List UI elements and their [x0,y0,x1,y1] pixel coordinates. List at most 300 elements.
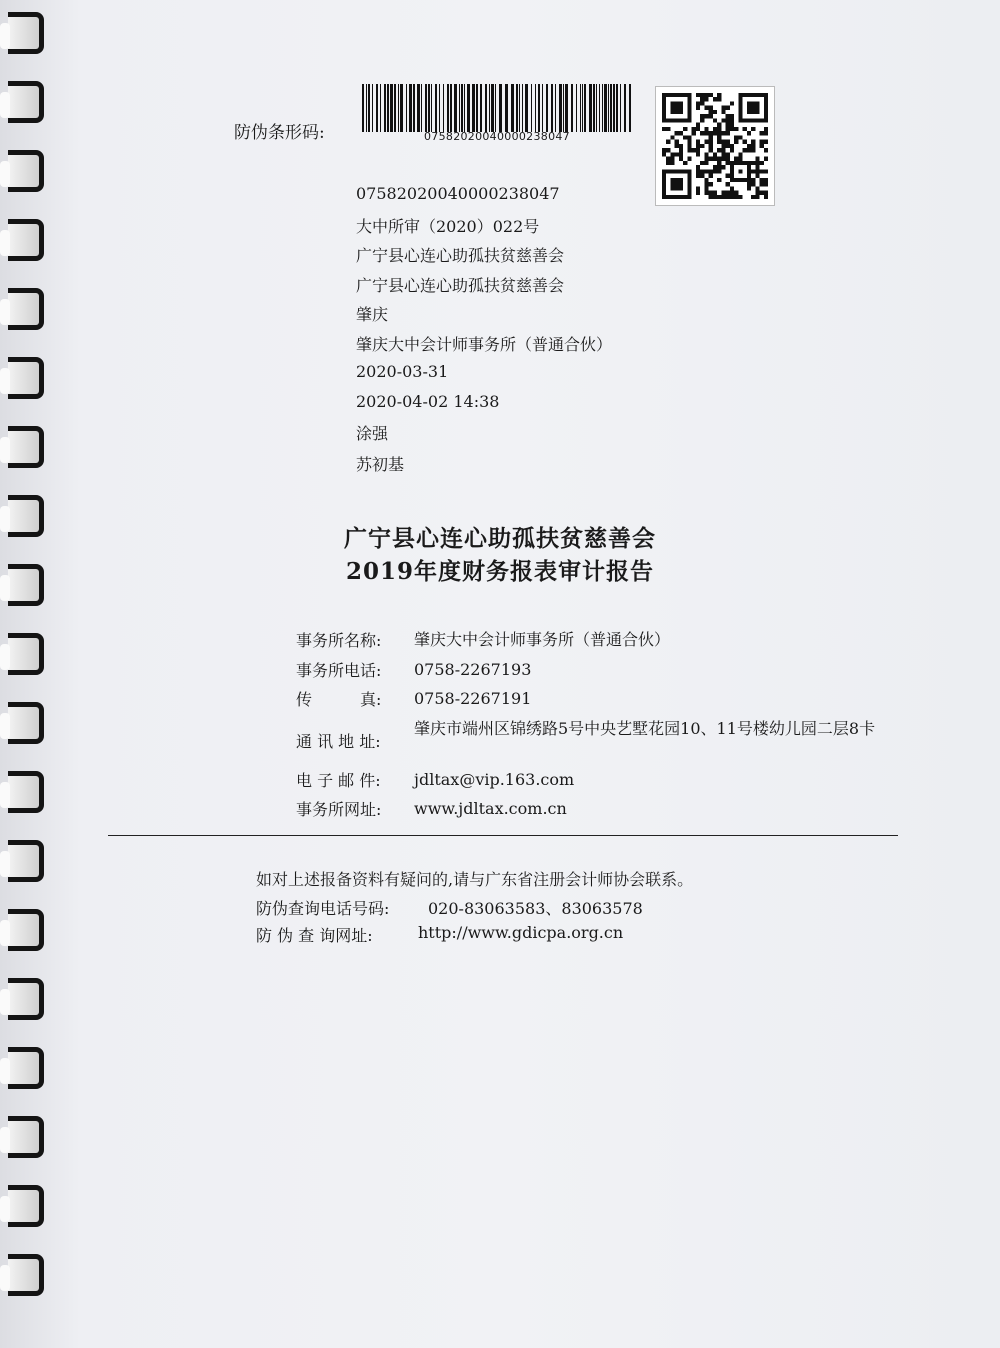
barcode-bar [511,84,514,132]
qr-module [721,118,725,122]
qr-module [751,144,755,148]
barcode-bar [624,84,626,132]
qr-module [760,144,764,148]
firm-value: 肇庆大中会计师事务所（普通合伙） [414,630,671,649]
qr-module [726,191,730,195]
firm-label: 事务所电话: [296,661,382,680]
qr-module [717,195,721,199]
barcode-bar [620,84,621,132]
qr-module [730,148,734,152]
qr-module [751,169,755,173]
qr-module [721,144,725,148]
barcode-bar [629,84,631,132]
qr-module [709,174,713,178]
qr-module [713,195,717,199]
divider [108,835,898,836]
binding-ring [8,81,44,123]
barcode-bar [584,84,586,132]
qr-module [696,169,700,173]
qr-module [700,161,704,165]
firm-value: jdltax@vip.163.com [414,770,575,789]
qr-module [704,161,708,165]
qr-module [704,182,708,186]
qr-module [751,161,755,165]
qr-module [755,157,759,161]
qr-module [704,114,708,118]
binding-ring [8,219,44,261]
qr-module [704,97,708,101]
qr-module [717,161,721,165]
qr-module [696,101,700,105]
qr-module [738,169,742,173]
qr-module [726,106,730,110]
info-value: 2020-03-31 [356,362,449,381]
barcode-bar [589,84,592,132]
qr-module [726,161,730,165]
firm-label: 事务所网址: [296,800,382,819]
barcode-bar [394,84,396,132]
qr-module [662,127,666,131]
qr-module [726,182,730,186]
barcode-bar [616,84,618,132]
qr-module [713,110,717,114]
qr-module [747,101,760,114]
qr-module [717,169,721,173]
info-value: 肇庆大中会计师事务所（普通合伙） [356,335,613,354]
qr-module [670,101,683,114]
barcode-bar [409,84,412,132]
qr-module [696,123,700,127]
firm-label: 通 讯 地 址: [296,732,381,751]
barcode-bar [505,84,508,132]
qr-module [726,157,730,161]
info-value: 涂强 [356,424,389,443]
qr-module [730,186,734,190]
barcode-bar [461,84,463,132]
firm-value: 0758-2267193 [414,660,532,679]
qr-module [704,131,708,135]
qr-module [692,148,696,152]
barcode-bar [362,84,364,132]
qr-module [751,140,755,144]
qr-code-icon [655,86,775,206]
qr-module [704,93,708,97]
binding-ring [8,12,44,54]
qr-module [764,182,768,186]
qr-module [726,140,730,144]
barcode-bar [495,84,496,132]
qr-module [696,148,700,152]
qr-module [764,148,768,152]
barcode-bar [571,84,573,132]
qr-module [692,131,696,135]
qr-module [675,144,679,148]
qr-module [730,101,734,105]
barcode-bar [366,84,367,132]
barcode-bar [428,84,430,132]
qr-module [709,157,713,161]
qr-module [713,169,717,173]
barcode-bar [604,84,607,132]
footer-web-link[interactable]: http://www.gdicpa.org.cn [418,923,624,942]
qr-module [670,157,674,161]
qr-module [700,131,704,135]
qr-module [721,191,725,195]
qr-module [743,148,747,152]
qr-module [683,135,687,139]
qr-module [670,161,674,165]
binding-ring [8,702,44,744]
qr-module [738,195,742,199]
qr-module [683,127,687,131]
barcode-bar [551,84,553,132]
firm-value: 0758-2267191 [414,689,532,708]
barcode-bar [472,84,475,132]
qr-module [717,123,721,127]
info-value: 广宁县心连心助孤扶贫慈善会 [356,246,565,265]
qr-module [679,131,683,135]
qr-module [709,148,713,152]
qr-module [713,165,717,169]
qr-module [721,106,725,110]
info-value: 07582020040000238047 [356,184,560,203]
qr-module [700,144,704,148]
qr-module [687,144,691,148]
qr-module [666,157,670,161]
footer-phone-value: 020-83063583、83063578 [428,899,643,918]
barcode-bar [480,84,482,132]
barcode-number: 07582020040000238047 [424,130,570,143]
barcode-bar [368,84,370,132]
qr-module [764,140,768,144]
qr-module [726,114,730,118]
qr-module [666,127,670,131]
qr-module [696,106,700,110]
qr-module [696,191,700,195]
qr-module [675,152,679,156]
qr-module [726,131,730,135]
barcode-bar [417,84,420,132]
qr-module [709,182,713,186]
binding-ring [8,1047,44,1089]
qr-module [717,97,721,101]
firm-value: www.jdltax.com.cn [414,799,567,818]
barcode-bar [489,84,490,132]
qr-module [709,191,713,195]
qr-module [751,182,755,186]
barcode-bar [610,84,612,132]
qr-module [700,174,704,178]
qr-module [726,144,730,148]
qr-module [747,186,751,190]
qr-module [713,127,717,131]
barcode-bar [421,84,422,132]
qr-module [764,195,768,199]
barcode-bar [563,84,564,132]
qr-module [721,157,725,161]
qr-module [726,127,730,131]
qr-module [717,127,721,131]
binding-ring [8,1185,44,1227]
qr-module [734,140,738,144]
qr-module [709,106,713,110]
barcode-bar [439,84,440,132]
binding-ring [8,1254,44,1296]
qr-module [764,131,768,135]
qr-module [704,157,708,161]
qr-module [760,131,764,135]
qr-module [721,140,725,144]
qr-module [687,140,691,144]
qr-module [734,157,738,161]
qr-module [670,152,674,156]
qr-module [696,144,700,148]
footer-phone-label: 防伪查询电话号码: [256,899,390,918]
qr-module [760,178,764,182]
qr-module [743,140,747,144]
qr-module [687,157,691,161]
qr-module [666,140,670,144]
qr-module [709,140,713,144]
qr-module [713,131,717,135]
qr-module [717,178,721,182]
footer-web-row [256,923,624,946]
qr-module [738,152,742,156]
qr-module [704,169,708,173]
binding-ring [8,357,44,399]
barcode-bar [580,84,581,132]
qr-module [734,127,738,131]
barcode-bar [390,84,393,132]
qr-module [709,135,713,139]
barcode-bar [476,84,478,132]
barcode-bar [447,84,449,132]
qr-module [755,174,759,178]
binding-ring [8,633,44,675]
qr-module [721,131,725,135]
qr-module [764,127,768,131]
footer-web-label: 防 伪 查 询网址: [256,926,373,945]
qr-module [713,118,717,122]
barcode-bar [450,84,452,132]
qr-module [764,169,768,173]
qr-module [717,135,721,139]
qr-module [760,161,764,165]
firm-label: 事务所名称: [296,631,382,650]
qr-module [713,191,717,195]
barcode-bar [582,84,583,132]
barcode-bar [555,84,556,132]
barcode-bar [535,84,536,132]
barcode-bar [372,84,373,132]
barcode-bar [525,84,528,132]
info-value: 2020-04-02 14:38 [356,392,500,411]
qr-module [730,127,734,131]
footer-notice: 如对上述报备资料有疑问的,请与广东省注册会计师协会联系。 [256,870,694,889]
qr-module [755,165,759,169]
qr-module [709,114,713,118]
barcode-bar [431,84,432,132]
barcode-bar [443,84,444,132]
barcode-bar [531,84,532,132]
barcode-bar [519,84,520,132]
qr-module [709,144,713,148]
qr-module [730,191,734,195]
barcode-bar [559,84,562,132]
binding-ring [8,426,44,468]
binding-ring [8,771,44,813]
qr-module [696,152,700,156]
qr-module [726,123,730,127]
qr-module [730,123,734,127]
qr-module [704,178,708,182]
qr-module [700,97,704,101]
qr-module [717,148,721,152]
info-value: 广宁县心连心助孤扶贫慈善会 [356,276,565,295]
qr-module [730,144,734,148]
qr-module [709,195,713,199]
qr-module [675,131,679,135]
qr-module [743,127,747,131]
qr-module [751,195,755,199]
qr-module [704,191,708,195]
info-value: 苏初基 [356,455,405,474]
barcode-icon [362,84,636,132]
qr-module [760,140,764,144]
qr-module [713,157,717,161]
qr-module [687,135,691,139]
qr-module [734,191,738,195]
qr-module [726,152,730,156]
qr-module [717,165,721,169]
qr-module [700,114,704,118]
barcode-label: 防伪条形码: [234,123,325,143]
qr-module [755,169,759,173]
qr-module [704,127,708,131]
qr-module [721,110,725,114]
qr-module [717,93,721,97]
qr-module [679,152,683,156]
qr-module [696,93,700,97]
qr-module [696,186,700,190]
qr-module [670,178,683,191]
qr-module [730,195,734,199]
qr-module [721,148,725,152]
barcode-bar [516,84,518,132]
barcode-bar [613,84,615,132]
qr-module [700,101,704,105]
qr-module [679,148,683,152]
barcode-bar [522,84,523,132]
barcode-bar [538,84,540,132]
qr-module [692,127,696,131]
barcode-bar [491,84,494,132]
qr-module [709,93,713,97]
qr-module [738,135,742,139]
qr-module [704,152,708,156]
qr-module [704,140,708,144]
qr-module [713,152,717,156]
info-value: 肇庆 [356,305,389,324]
binding-ring [8,1116,44,1158]
qr-module [726,195,730,199]
barcode-bar [602,84,603,132]
qr-module [738,157,742,161]
qr-module [734,135,738,139]
qr-module [751,178,755,182]
barcode-bar [464,84,465,132]
qr-module [683,161,687,165]
barcode-bar [435,84,437,132]
barcode-bar [467,84,470,132]
qr-module [760,169,764,173]
firm-label: 传 真: [296,690,382,709]
barcode-bar [380,84,381,132]
barcode-bar [398,84,399,132]
qr-module [760,182,764,186]
barcode-bar [599,84,600,132]
qr-module [726,118,730,122]
barcode-bar [406,84,407,132]
qr-module [662,152,666,156]
qr-module [755,186,759,190]
report-title-line1: 广宁县心连心助孤扶贫慈善会 [344,525,656,552]
barcode-bar [425,84,427,132]
qr-module [721,195,725,199]
binding-ring [8,150,44,192]
qr-module [764,157,768,161]
qr-module [751,127,755,131]
qr-module [751,148,755,152]
qr-module [747,148,751,152]
qr-module [755,161,759,165]
qr-module [675,140,679,144]
firm-label: 电 子 邮 件: [296,771,381,790]
barcode-bar [454,84,457,132]
qr-module [747,131,751,135]
barcode-bar [593,84,595,132]
barcode-bar [384,84,386,132]
qr-module [709,110,713,114]
barcode-bar [387,84,389,132]
firm-value: 肇庆市端州区锦绣路5号中央艺墅花园10、11号楼幼儿园二层8卡 [414,719,876,738]
barcode-bar [413,84,415,132]
qr-module [734,195,738,199]
qr-module [721,165,725,169]
barcode-bar [565,84,568,132]
info-value: 大中所审（2020）022号 [356,217,540,236]
barcode-bar [459,84,460,132]
qr-module [721,152,725,156]
qr-module [704,106,708,110]
qr-module [679,157,683,161]
barcode-bar [376,84,378,132]
qr-module [709,169,713,173]
qr-module [713,97,717,101]
barcode-bar [400,84,403,132]
qr-module [760,191,764,195]
qr-module [764,191,768,195]
qr-module [730,114,734,118]
qr-module [670,135,674,139]
qr-module [730,118,734,122]
barcode-bar [546,84,548,132]
footer-phone-row [256,896,643,919]
binding-ring [8,978,44,1020]
barcode-bar [485,84,487,132]
qr-module [747,182,751,186]
qr-module [696,165,700,169]
